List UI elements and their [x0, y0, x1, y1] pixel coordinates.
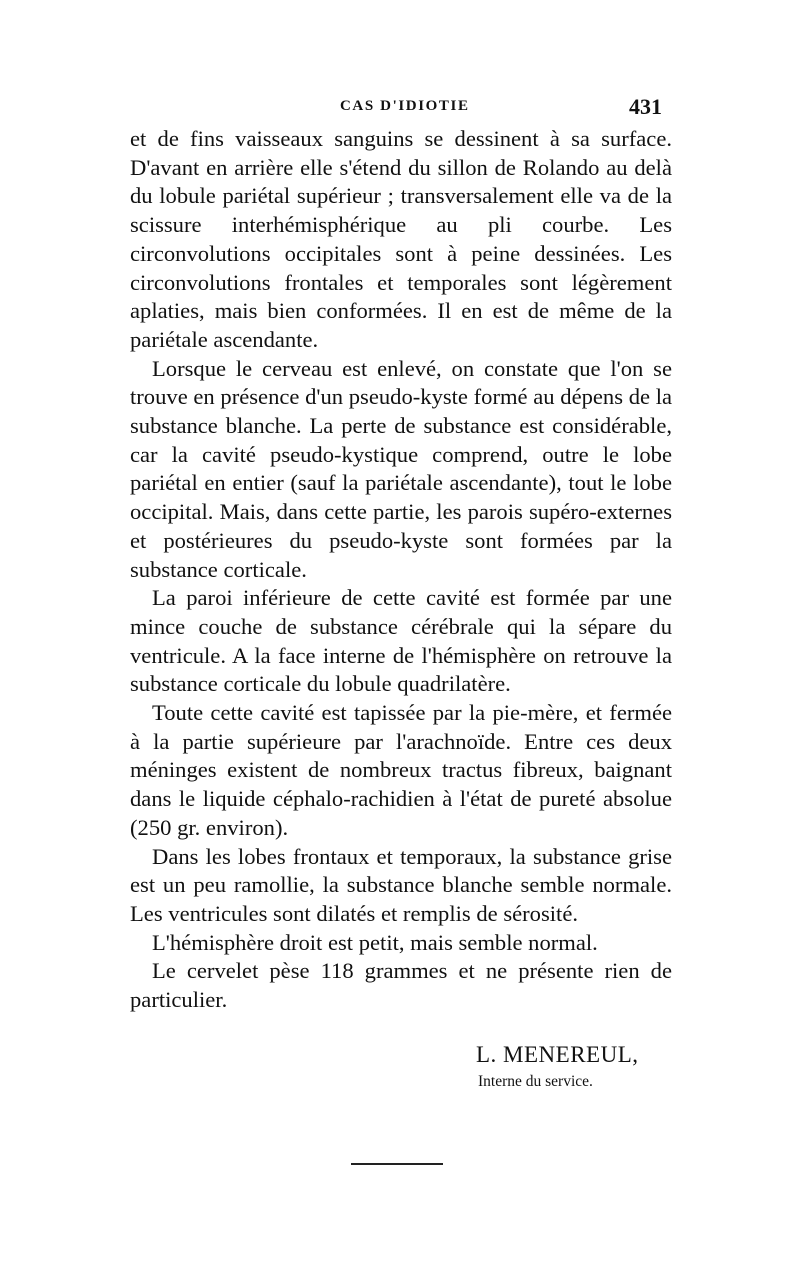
- page-number: 431: [629, 94, 662, 119]
- paragraph: Le cervelet pèse 118 grammes et ne présente rien de particulier.: [130, 958, 672, 1013]
- paragraph: et de fins vaisseaux sanguins se dessinent à sa surface. D'avant en arrière elle s'étend du sillon de Rolando au delà du lobule pariétal supérieur ; transversalement elle va de la scissure interhémisphérique au pli courbe. Les circonvolutions occipitales sont à peine dessinées. Les circonvolutions frontales et temporales sont légèrement aplaties, mais bien conformées. Il en est de même de la pariétale ascendante.: [130, 126, 672, 352]
- body-text: [130, 125, 672, 1015]
- paragraph: L'hémisphère droit est petit, mais semble normal.: [152, 929, 598, 955]
- running-title: CAS D'IDIOTIE: [340, 98, 470, 114]
- paragraph: Lorsque le cerveau est enlevé, on constate que l'on se trouve en présence d'un pseudo-kyste formé au dépens de la substance blanche. La perte de substance est considérable, car la cavité pseudo-kystique comprend, outre le lobe pariétal en entier (sauf la pariétale ascendante), tout le lobe occipital. Mais, dans cette partie, les parois supéro-externes et postérieures du pseudo-kyste sont formées par la substance corticale.: [130, 355, 672, 582]
- signature-role: Interne du service.: [478, 1073, 593, 1090]
- paragraph: La paroi inférieure de cette cavité est formée par une mince couche de substance cérébrale qui la sépare du ventricule. A la face interne de l'hémisphère on retrouve la substance corticale du lobule quadrilatère.: [130, 585, 672, 697]
- signature-name: L. MENEREUL,: [476, 1042, 639, 1067]
- paragraph: Toute cette cavité est tapissée par la pie-mère, et fermée à la partie supérieure par l'arachnoïde. Entre ces deux méninges existent de nombreux tractus fibreux, baignant dans le liquide céphalo-rachidien à l'état de pureté absolue (250 gr. environ).: [130, 700, 672, 840]
- paragraph: Dans les lobes frontaux et temporaux, la substance grise est un peu ramollie, la substance blanche semble normale. Les ventricules sont dilatés et remplis de sérosité.: [130, 843, 672, 926]
- end-divider: [351, 1163, 443, 1165]
